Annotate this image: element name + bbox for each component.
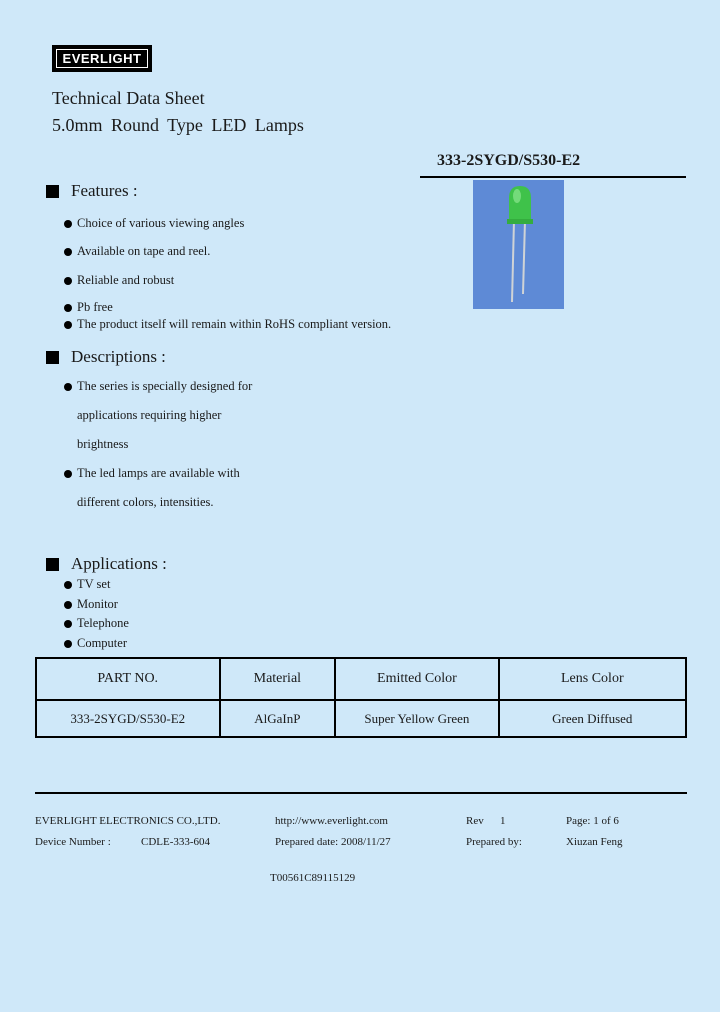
bullet-icon xyxy=(64,220,72,228)
led-lamp-icon xyxy=(473,180,564,309)
bullet-icon xyxy=(64,304,72,312)
table-cell: Super Yellow Green xyxy=(335,700,498,737)
bullet-icon xyxy=(64,248,72,256)
list-item-continuation: brightness xyxy=(77,437,129,451)
list-item: The series is specially designed for xyxy=(64,379,252,394)
document-title: Technical Data Sheet xyxy=(52,88,205,108)
bullet-icon xyxy=(64,581,72,589)
section-square-icon xyxy=(46,558,59,571)
list-item: Pb free xyxy=(64,300,113,315)
bullet-icon xyxy=(64,620,72,628)
list-item: Telephone xyxy=(64,616,129,631)
document-code: T00561C89115129 xyxy=(270,872,356,884)
column-header: Lens Color xyxy=(499,658,686,700)
document-subtitle: 5.0mm Round Type LED Lamps xyxy=(52,115,304,135)
list-item: Available on tape and reel. xyxy=(64,244,210,259)
revision-value: 1 xyxy=(500,815,506,827)
bullet-icon xyxy=(64,640,72,648)
section-square-icon xyxy=(46,351,59,364)
bullet-icon xyxy=(64,470,72,478)
prepared-by-value: Xiuzan Feng xyxy=(566,836,623,848)
table-cell: AlGaInP xyxy=(220,700,336,737)
prepared-by-label: Prepared by: xyxy=(466,836,522,848)
column-header: PART NO. xyxy=(36,658,220,700)
list-item-continuation: applications requiring higher xyxy=(77,408,222,422)
section-square-icon xyxy=(46,185,59,198)
prepared-date: Prepared date: 2008/11/27 xyxy=(275,836,391,848)
list-item: Reliable and robust xyxy=(64,273,174,288)
bullet-icon xyxy=(64,277,72,285)
table-header-row xyxy=(36,658,686,700)
company-url: http://www.everlight.com xyxy=(275,815,388,827)
list-item-continuation: different colors, intensities. xyxy=(77,495,214,509)
table-cell: 333-2SYGD/S530-E2 xyxy=(36,700,220,737)
list-item: The product itself will remain within RoHS compliant version. xyxy=(64,317,391,332)
device-number-label: Device Number : xyxy=(35,836,111,848)
list-item: The led lamps are available with xyxy=(64,466,240,481)
header-divider xyxy=(420,176,686,178)
bullet-icon xyxy=(64,601,72,609)
company-name: EVERLIGHT ELECTRONICS CO.,LTD. xyxy=(35,815,221,827)
column-header: Material xyxy=(220,658,336,700)
everlight-logo: EVERLIGHT xyxy=(52,45,152,72)
list-item: Monitor xyxy=(64,597,118,612)
list-item: TV set xyxy=(64,577,110,592)
bullet-icon xyxy=(64,383,72,391)
footer-divider xyxy=(35,792,687,794)
column-header: Emitted Color xyxy=(335,658,498,700)
revision-label: Rev xyxy=(466,815,484,827)
led-product-photo xyxy=(473,180,564,309)
applications-section-heading: Applications : xyxy=(46,554,167,574)
device-number-value: CDLE-333-604 xyxy=(141,836,211,848)
descriptions-section-heading: Descriptions : xyxy=(46,347,166,367)
bullet-icon xyxy=(64,321,72,329)
part-number-heading: 333-2SYGD/S530-E2 xyxy=(437,152,581,169)
page-indicator: Page: 1 of 6 xyxy=(566,815,619,827)
part-info-table xyxy=(35,657,687,738)
table-cell: Green Diffused xyxy=(499,700,686,737)
list-item: Computer xyxy=(64,636,127,651)
list-item: Choice of various viewing angles xyxy=(64,216,244,231)
features-section-heading: Features : xyxy=(46,181,138,201)
table-row xyxy=(36,700,686,737)
